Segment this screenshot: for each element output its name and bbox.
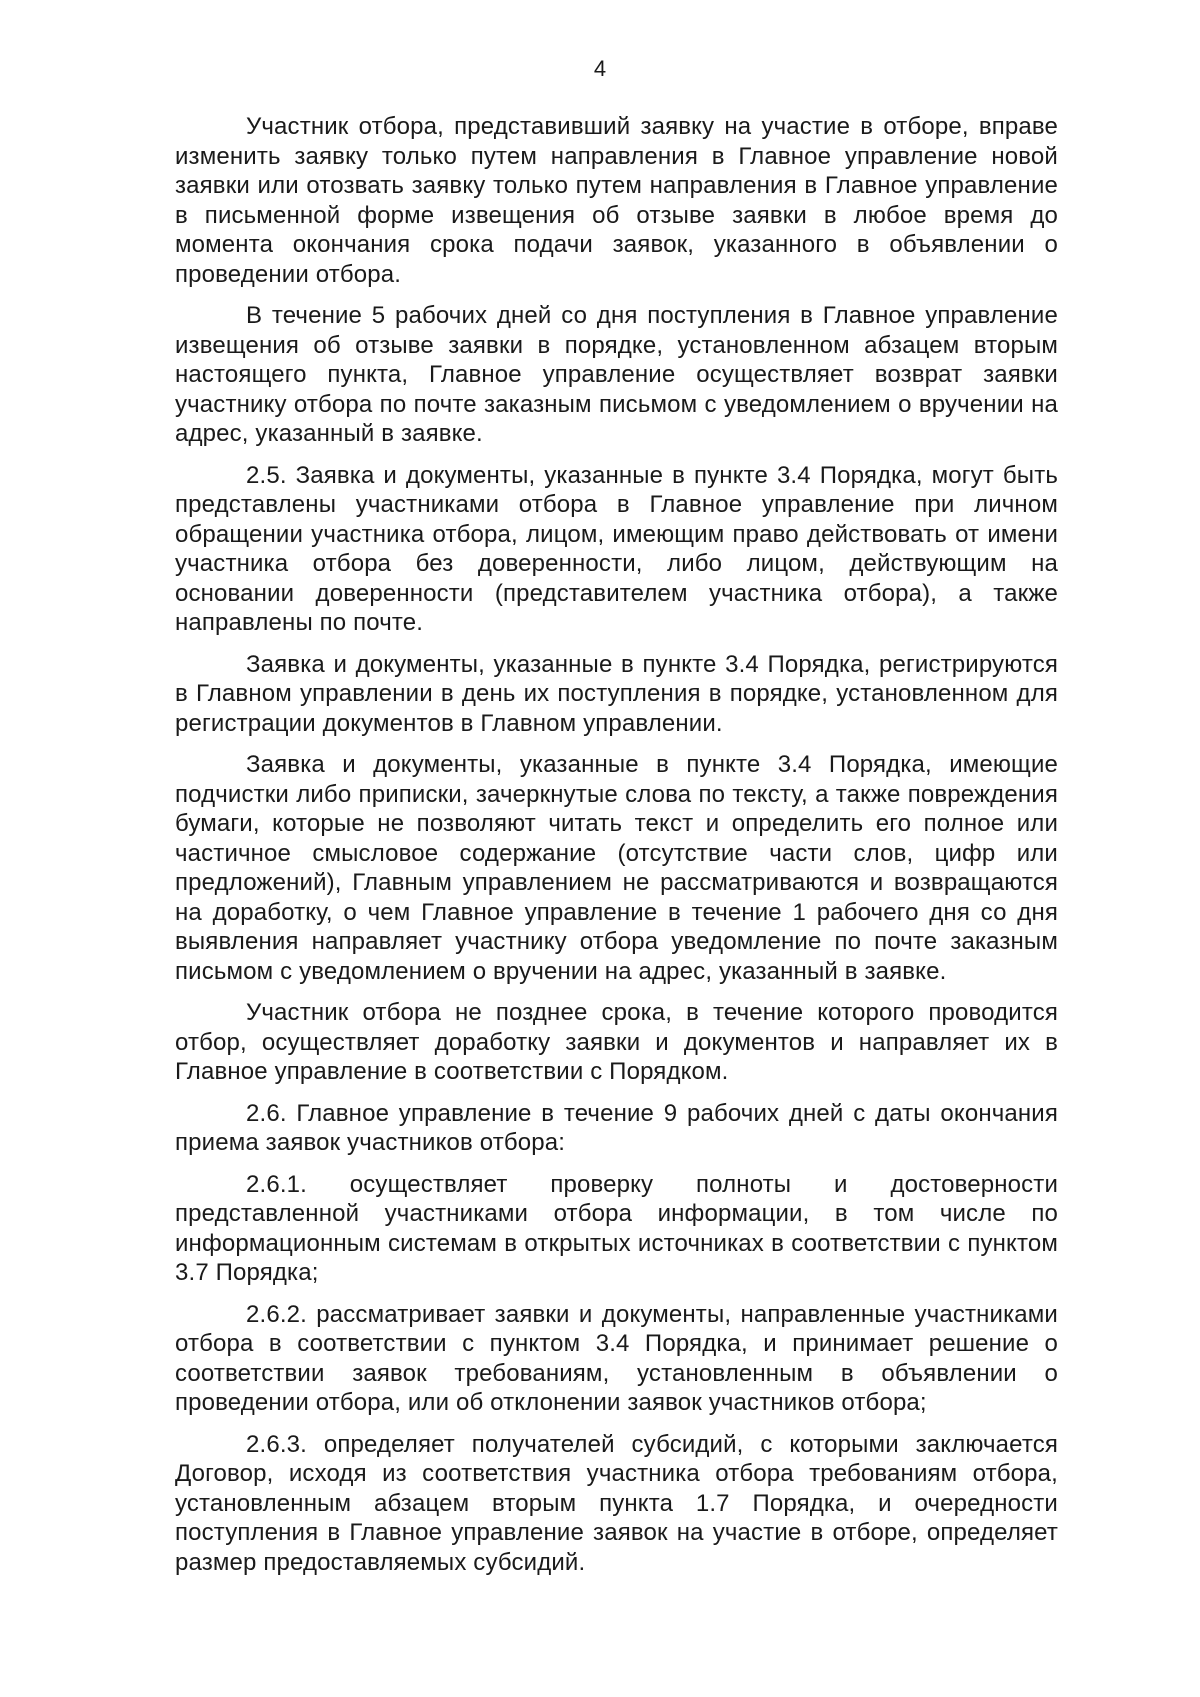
paragraph-2-6-1: 2.6.1. осуществляет проверку полноты и достоверности представленной участниками отбора информации, в том числе по информационным системам в открытых источниках в соответствии с пунктом 3.7 Порядка;: [175, 1170, 1058, 1286]
paragraph-registration: Заявка и документы, указанные в пункте 3.4 Порядка, регистрируются в Главном управлении в день их поступления в порядке, установленном для регистрации документов в Главном управлении.: [175, 650, 1058, 737]
paragraph-2-5: 2.5. Заявка и документы, указанные в пункте 3.4 Порядка, могут быть представлены участниками отбора в Главное управление при личном обращении участника отбора, лицом, имеющим право действовать от имени участника отбора без доверенности, либо лицом, действующим на основании доверенности (представителем участника отбора), а также направлены по почте.: [175, 461, 1058, 636]
paragraph-rework: Участник отбора не позднее срока, в течение которого проводится отбор, осуществляет доработку заявки и документов и направляет их в Главное управление в соответствии с Порядком.: [175, 999, 1058, 1085]
paragraph-withdraw-application: Участник отбора, представивший заявку на участие в отборе, вправе изменить заявку только путем направления в Главное управление новой заявки или отозвать заявку только путем направления в Главное управление в письменной форме извещения об отзыве заявки в любое время до момента окончания срока подачи заявок, указанного в объявлении о проведении отбора.: [175, 113, 1058, 288]
document-body: [175, 112, 1058, 1589]
paragraph-2-6-3: 2.6.3. определяет получателей субсидий, с которыми заключается Договор, исходя из соответствия участника отбора требованиям отбора, установленным абзацем вторым пункта 1.7 Порядка, и очередности поступления в Главное управление заявок на участие в отборе, определяет размер предоставляемых субсидий.: [175, 1430, 1058, 1576]
paragraph-2-6: 2.6. Главное управление в течение 9 рабочих дней с даты окончания приема заявок участников отбора:: [175, 1099, 1058, 1156]
page-number: 4: [593, 56, 607, 81]
paragraph-corrections: Заявка и документы, указанные в пункте 3.4 Порядка, имеющие подчистки либо приписки, зачеркнутые слова по тексту, а также повреждения бумаги, которые не позволяют читать текст и определить его полное или частичное смысловое содержание (отсутствие части слов, цифр или предложений), Главным управлением не рассматриваются и возвращаются на доработку, о чем Главное управление в течение 1 рабочего дня со дня выявления направляет участнику отбора уведомление по почте заказным письмом с уведомлением о вручении на адрес, указанный в заявке.: [175, 751, 1058, 985]
paragraph-2-6-2: 2.6.2. рассматривает заявки и документы, направленные участниками отбора в соответствии с пунктом 3.4 Порядка, и принимает решение о соответствии заявок требованиям, установленным в объявлении о проведении отбора, или об отклонении заявок участников отбора;: [175, 1300, 1058, 1416]
paragraph-return-application: В течение 5 рабочих дней со дня поступления в Главное управление извещения об отзыве заявки в порядке, установленном абзацем вторым настоящего пункта, Главное управление осуществляет возврат заявки участнику отбора по почте заказным письмом с уведомлением о вручении на адрес, указанный в заявке.: [175, 302, 1058, 447]
